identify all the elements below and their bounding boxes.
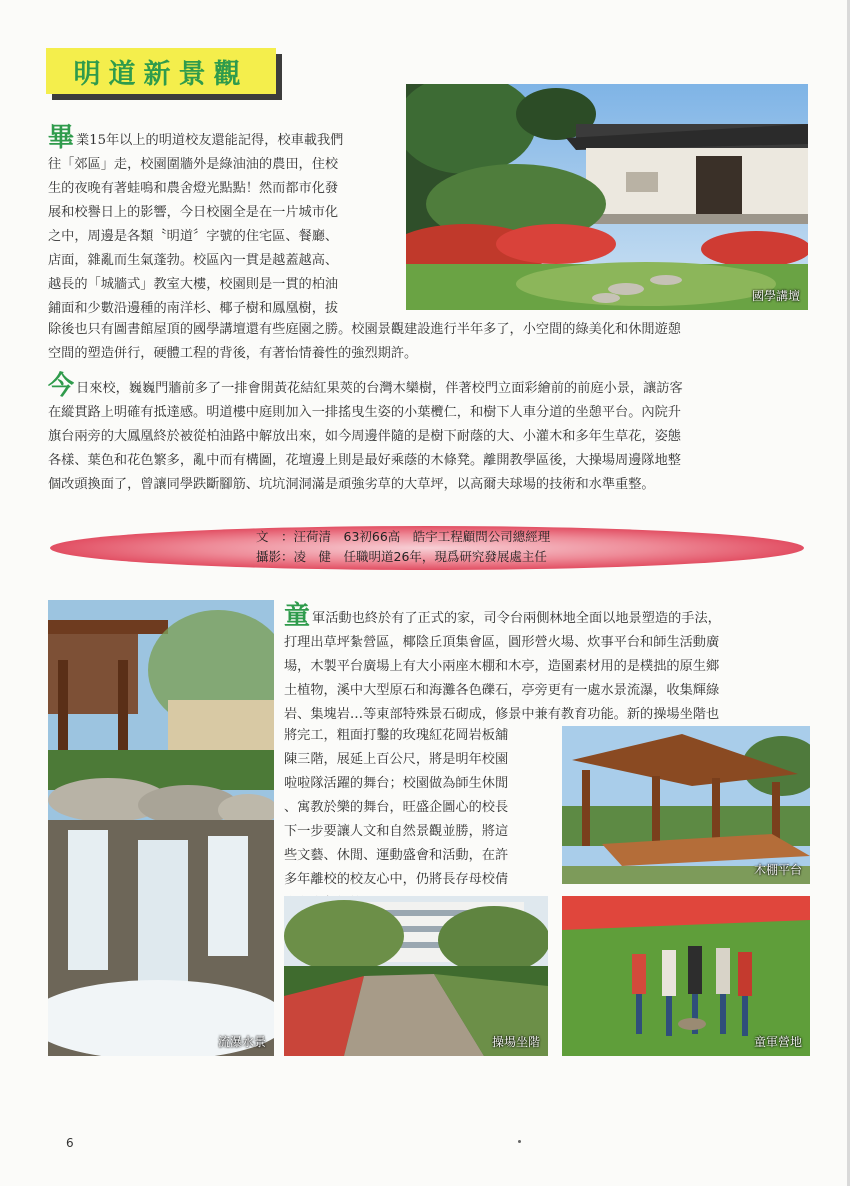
section3-narrow-line-5: 些文藝、休閒、運動盛會和活動，在許 [284, 848, 509, 863]
section2-text [48, 371, 808, 497]
section1-line-4: 之中，周邊是各類〝明道〞字號的住宅區、餐廳、 [48, 229, 339, 244]
title-banner [46, 48, 284, 100]
photo-waterfall [48, 600, 274, 1056]
scout-photo-illustration [562, 896, 810, 1056]
title-plate [46, 48, 276, 94]
dropcap-bi: 畢 [48, 123, 75, 153]
section3-narrow-line-0: 將完工，粗面打鑿的玫瑰紅花岡岩板舖 [284, 728, 509, 743]
waterfall-photo-illustration [48, 600, 274, 1056]
section1-full-text [48, 318, 808, 366]
caption-waterfall: 流瀑水景 [217, 1035, 266, 1049]
dropcap-jin: 今 [48, 371, 75, 401]
section3-line-4: 岩、集塊岩…等東部特殊景石砌成，修景中兼有教育功能。新的操場坐階也 [284, 707, 720, 722]
section3-narrow-line-4: 下一步要讓人文和自然景觀並勝，將這 [284, 824, 509, 839]
photo-guoxue-lecture-hall [406, 84, 808, 310]
section2-line-3: 各樣、葉色和花色繁多，亂中而有構圖，花壇邊上則是最好乘蔭的木條凳。離開教學區後，大操場周邊隊地整 [48, 453, 681, 468]
section3-line-3: 土植物，溪中大型原石和海灘各色礫石，亭旁更有一處水景流瀑，收集輝綠 [284, 683, 720, 698]
caption-steps: 操場坐階 [491, 1035, 540, 1049]
print-dot [518, 1140, 521, 1143]
photo-wooden-pavilion [562, 726, 810, 884]
caption-pavilion: 木棚平台 [753, 863, 802, 877]
section1-line-5: 店面，雜亂而生氣蓬勃。校區內一貫是越蓋越高、 [48, 253, 339, 268]
dropcap-tong: 童 [284, 601, 311, 631]
section1-line-6: 越長的「城牆式」教室大樓，校園則是一貫的柏油 [48, 277, 339, 292]
caption-scout: 童軍營地 [753, 1035, 802, 1049]
section1-wrapped-text [48, 123, 398, 321]
page-title: 明道新景觀 [73, 58, 249, 90]
section1-full-line-0: 除後也只有圖書館屋頂的國學講壇還有些庭園之勝。校園景觀建設進行半年多了，小空間的綠美化和休閒遊憩 [48, 322, 681, 337]
credit-photographer: 攝影：凌 健 任職明道26年，現爲研究發展處主任 [256, 549, 547, 564]
section3-line-2: 場，木製平台廣場上有大小兩座木棚和木亭，造園素材用的是樸拙的原生鄉 [284, 659, 720, 674]
section3-narrow-line-1: 陳三階，展延上百公尺，將是明年校園 [284, 752, 509, 767]
section1-line-0: 畢業15年以上的明道校友還能記得，校車載我們 [48, 123, 344, 153]
section1-full-line-1: 空間的塑造併行，硬體工程的背後，有著怡情養性的強烈期許。 [48, 346, 418, 361]
steps-photo-illustration [284, 896, 548, 1056]
section3-narrow-line-2: 啦啦隊活躍的舞台；校園做為師生休閒 [284, 776, 509, 791]
section1-line-3: 展和校譽日上的影響，今日校園全是在一片城市化 [48, 205, 339, 220]
section3-narrow-line-3: 、寓教於樂的舞台，旺盛企圖心的校長 [284, 800, 509, 815]
section3-narrow-text [284, 724, 554, 916]
caption-guoxue: 國學講壇 [751, 289, 800, 303]
section2-line-0: 今日來校，巍巍門牆前多了一排會開黃花結紅果莢的台灣木欒樹，伴著校門立面彩繪前的前庭小景，讓訪客 [48, 371, 683, 401]
photo-scout-camp [562, 896, 810, 1056]
section3-wide-text [284, 601, 808, 727]
section1-line-7: 鋪面和少數沿邊種的南洋杉、椰子樹和鳳凰樹，拔 [48, 301, 339, 316]
section2-line-4: 個改頭換面了，曾讓同學跌斷腳筋、坑坑洞洞滿是頑強劣草的大草坪，以高爾夫球場的技術和水準重整。 [48, 477, 655, 492]
guoxue-photo-illustration [406, 84, 808, 310]
section1-line-2: 生的夜晚有著蛙鳴和農舍燈光點點！然而都市化發 [48, 181, 339, 196]
section2-line-2: 旗台兩旁的大鳳凰終於被從柏油路中解放出來，如今周邊伴隨的是樹下耐蔭的大、小灌木和多年生草花，姿態 [48, 429, 681, 444]
section1-line-1: 往「郊區」走，校園圍牆外是綠油油的農田，住校 [48, 157, 339, 172]
page-number: 6 [66, 1136, 74, 1150]
credits-block [256, 527, 550, 567]
section3-narrow-line-6: 多年離校的校友心中，仍將長存母校倩 [284, 872, 509, 887]
section3-line-1: 打理出草坪紮營區，椰陰丘頂集會區，圓形營火場、炊事平台和師生活動廣 [284, 635, 720, 650]
section2-line-1: 在縱貫路上明確有抵達感。明道樓中庭則加入一排搖曳生姿的小葉欖仁，和樹下人車分道的坐憩平台。內院升 [48, 405, 681, 420]
photo-stadium-steps [284, 896, 548, 1056]
section3-line-0: 童軍活動也終於有了正式的家，司令台兩側林地全面以地景塑造的手法， [284, 601, 721, 631]
credit-author: 文 ：汪荷清 63初66高 皓宇工程顧問公司總經理 [256, 529, 551, 544]
